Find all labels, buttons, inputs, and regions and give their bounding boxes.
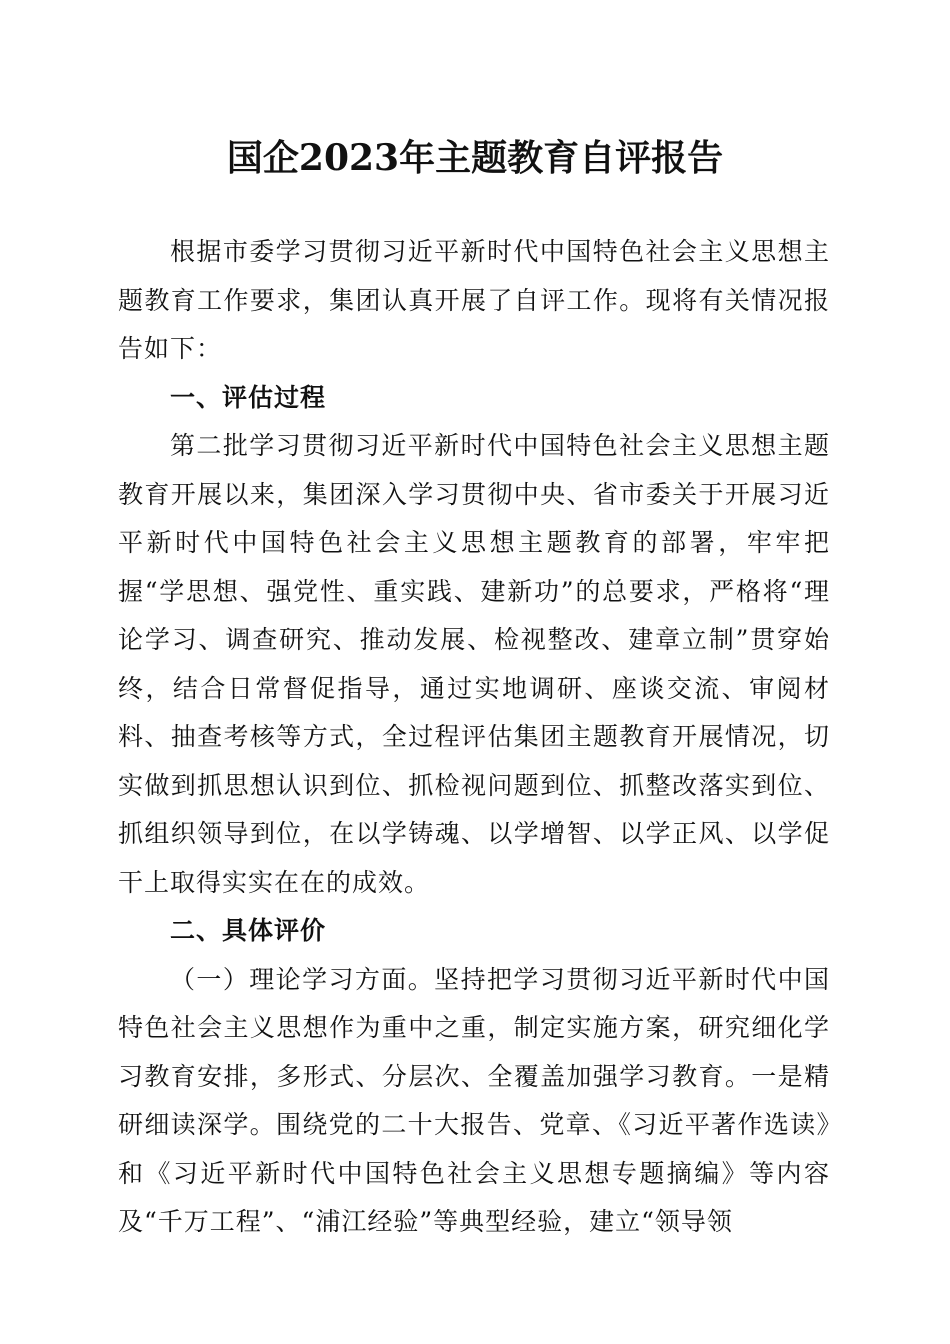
- theory-study-paragraph: （一）理论学习方面。坚持把学习贯彻习近平新时代中国特色社会主义思想作为重中之重，制定实施方案，研究细化学习教育安排，多形式、分层次、全覆盖加强学习教育。一是精研细读深学。围绕党的二十大报告、党章、《习近平著作选读》和《习近平新时代中国特色社会主义思想专题摘编》等内容及“千万工程”、“浦江经验”等典型经验，建立“领导领: [118, 964, 830, 1236]
- evaluation-process-paragraph: 第二批学习贯彻习近平新时代中国特色社会主义思想主题教育开展以来，集团深入学习贯彻中央、省市委关于开展习近平新时代中国特色社会主义思想主题教育的部署，牢牢把握“学思想、强党性、重实践、建新功”的总要求，严格将“理论学习、调查研究、推动发展、检视整改、建章立制”贯穿始终，结合日常督促指导，通过实地调研、座谈交流、审阅材料、抽查考核等方式，全过程评估集团主题教育开展情况，切实做到抓思想认识到位、抓检视问题到位、抓整改落实到位、抓组织领导到位，在以学铸魂、以学增智、以学正风、以学促干上取得实实在在的成效。: [118, 431, 830, 897]
- section-heading-specific-evaluation: 二、具体评价: [170, 916, 327, 945]
- section-heading-evaluation-process: 一、评估过程: [170, 382, 327, 412]
- document-title: 国企2023年主题教育自评报告: [226, 137, 724, 179]
- intro-paragraph: 根据市委学习贯彻习近平新时代中国特色社会主义思想主题教育工作要求，集团认真开展了自评工作。现将有关情况报告如下：: [118, 237, 830, 363]
- document-body: [118, 228, 830, 1247]
